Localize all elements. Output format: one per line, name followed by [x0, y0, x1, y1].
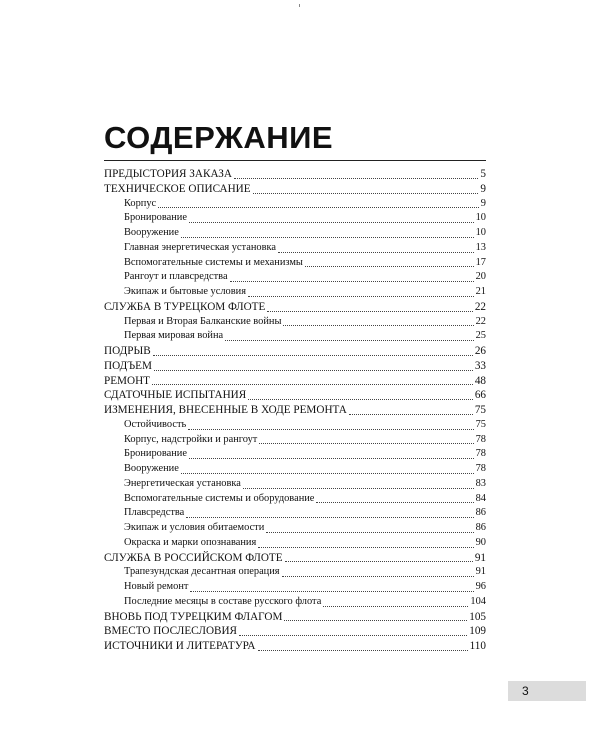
toc-entry-label: Корпус, надстройки и рангоут	[124, 433, 258, 445]
toc-entry-label: Главная энергетическая установка	[124, 241, 276, 253]
toc-section-entry	[104, 624, 486, 639]
toc-entry-page: 20	[475, 271, 486, 283]
toc-entry-label: ПОДЪЕМ	[104, 359, 152, 372]
toc-subsection-entry	[104, 433, 486, 448]
toc-subsection-entry	[104, 536, 486, 551]
toc-section-entry	[104, 403, 486, 418]
toc-entry-label: Экипаж и бытовые условия	[124, 286, 246, 297]
toc-subsection-entry	[104, 418, 486, 433]
toc-section-entry	[104, 610, 486, 625]
toc-dot-leader	[282, 576, 474, 577]
toc-subsection-entry	[104, 270, 486, 285]
toc-entry-page: 17	[475, 256, 486, 268]
toc-entry-label: ВНОВЬ ПОД ТУРЕЦКИМ ФЛАГОМ	[104, 610, 283, 623]
scan-speck	[299, 4, 300, 7]
toc-entry-label: ТЕХНИЧЕСКОЕ ОПИСАНИЕ	[104, 182, 251, 195]
toc-entry-label: СЛУЖБА В РОССИЙСКОМ ФЛОТЕ	[104, 551, 283, 564]
toc-section-entry	[104, 182, 486, 197]
toc-section-entry	[104, 344, 486, 359]
toc-dot-leader	[305, 266, 474, 267]
toc-dot-leader	[189, 458, 474, 459]
toc-entry-page: 110	[469, 640, 486, 652]
toc-entry-label: СДАТОЧНЫЕ ИСПЫТАНИЯ	[104, 389, 247, 402]
toc-dot-leader	[267, 311, 472, 312]
toc-entry-label: Вспомогательные системы и механизмы	[124, 256, 303, 268]
toc-entry-label: Корпус	[124, 197, 157, 209]
toc-entry-page: 86	[475, 522, 486, 533]
toc-entry-page: 96	[475, 581, 486, 592]
toc-entry-page: 78	[475, 433, 486, 445]
toc-entry-page: 21	[475, 286, 486, 297]
toc-entry-label: Плавсредства	[124, 507, 185, 519]
toc-dot-leader	[153, 355, 473, 356]
toc-entry-label: ПРЕДЫСТОРИЯ ЗАКАЗА	[104, 168, 232, 180]
toc-subsection-entry	[104, 565, 486, 580]
toc-entry-label: Вооружение	[124, 463, 179, 474]
toc-entry-label: Бронирование	[124, 212, 187, 224]
toc-entry-page: 84	[475, 492, 486, 504]
toc-entry-label: Экипаж и условия обитаемости	[124, 522, 265, 533]
toc-subsection-entry	[104, 492, 486, 507]
toc-entry-page: 91	[475, 566, 486, 578]
toc-subsection-entry	[104, 226, 486, 241]
page-title: СОДЕРЖАНИЕ	[104, 120, 334, 155]
toc-entry-page: 109	[469, 625, 486, 638]
toc-dot-leader	[283, 325, 473, 326]
toc-subsection-entry	[104, 521, 486, 536]
toc-entry-page: 26	[474, 345, 486, 357]
toc-section-entry	[104, 300, 486, 315]
toc-entry-label: Остойчивость	[124, 418, 187, 430]
toc-entry-label: Рангоут и плавсредства	[124, 271, 228, 283]
toc-subsection-entry	[104, 329, 486, 344]
toc-entry-page: 78	[475, 463, 486, 474]
toc-entry-page: 86	[475, 507, 486, 519]
toc-entry-label: СЛУЖБА В ТУРЕЦКОМ ФЛОТЕ	[104, 300, 266, 313]
toc-section-entry	[104, 388, 486, 403]
toc-entry-page: 83	[475, 477, 486, 489]
toc-section-entry	[104, 359, 486, 374]
toc-dot-leader	[278, 252, 474, 253]
toc-entry-label: Последние месяцы в составе русского флота	[124, 595, 322, 607]
toc-entry-label: Вооружение	[124, 227, 179, 238]
toc-entry-page: 75	[474, 404, 486, 416]
toc-section-entry	[104, 639, 486, 654]
toc-subsection-entry	[104, 315, 486, 330]
toc-dot-leader	[188, 429, 473, 430]
toc-dot-leader	[154, 370, 473, 371]
toc-dot-leader	[239, 635, 467, 636]
toc-entry-page: 5	[480, 168, 486, 180]
toc-dot-leader	[349, 414, 473, 415]
toc-entry-page: 22	[474, 300, 486, 313]
toc-entry-page: 9	[480, 197, 486, 209]
toc-entry-page: 33	[474, 359, 486, 372]
toc-dot-leader	[258, 547, 473, 548]
toc-entry-page: 66	[474, 389, 486, 402]
toc-entry-label: Первая и Вторая Балканские войны	[124, 315, 282, 327]
toc-subsection-entry	[104, 211, 486, 226]
toc-entry-label: ПОДРЫВ	[104, 345, 151, 357]
toc-entry-label: ИСТОЧНИКИ И ЛИТЕРАТУРА	[104, 640, 256, 652]
toc-dot-leader	[243, 488, 474, 489]
toc-entry-page: 22	[475, 315, 486, 327]
toc-section-entry	[104, 551, 486, 566]
toc-subsection-entry	[104, 477, 486, 492]
toc-dot-leader	[258, 650, 468, 651]
toc-dot-leader	[152, 384, 473, 385]
toc-subsection-entry	[104, 595, 486, 610]
toc-entry-label: Новый ремонт	[124, 581, 189, 592]
toc-subsection-entry	[104, 256, 486, 271]
toc-entry-page: 48	[474, 374, 486, 387]
toc-entry-label: РЕМОНТ	[104, 374, 150, 387]
toc-dot-leader	[266, 532, 473, 533]
toc-dot-leader	[248, 296, 474, 297]
toc-entry-page: 104	[470, 595, 486, 607]
toc-entry-label: Бронирование	[124, 448, 187, 460]
toc-entry-page: 9	[480, 182, 486, 195]
toc-entry-page: 10	[475, 227, 486, 238]
toc-section-entry	[104, 167, 486, 182]
toc-entry-page: 10	[475, 212, 486, 224]
toc-dot-leader	[158, 207, 479, 208]
toc-entry-label: Трапезундская десантная операция	[124, 566, 280, 578]
toc-entry-label: ИЗМЕНЕНИЯ, ВНЕСЕННЫЕ В ХОДЕ РЕМОНТА	[104, 404, 347, 416]
toc-dot-leader	[189, 222, 474, 223]
toc-entry-page: 91	[474, 551, 486, 564]
toc-subsection-entry	[104, 197, 486, 212]
toc-entry-page: 75	[475, 418, 486, 430]
toc-subsection-entry	[104, 580, 486, 595]
toc-entry-page: 105	[469, 610, 486, 623]
toc-dot-leader	[181, 473, 474, 474]
toc-section-entry	[104, 374, 486, 389]
page-number: 3	[522, 684, 529, 698]
toc-dot-leader	[253, 193, 479, 194]
table-of-contents	[104, 167, 486, 654]
toc-dot-leader	[284, 620, 467, 621]
page-number-box	[508, 681, 586, 701]
toc-entry-label: Первая мировая война	[124, 330, 224, 342]
toc-entry-label: Окраска и марки опознавания	[124, 536, 257, 548]
toc-dot-leader	[234, 178, 478, 179]
toc-dot-leader	[181, 237, 474, 238]
toc-entry-label: Вспомогательные системы и оборудование	[124, 492, 315, 504]
toc-entry-page: 13	[475, 241, 486, 253]
toc-dot-leader	[285, 561, 473, 562]
toc-dot-leader	[259, 443, 473, 444]
toc-entry-label: Энергетическая установка	[124, 477, 241, 489]
toc-entry-page: 90	[475, 536, 486, 548]
toc-subsection-entry	[104, 447, 486, 462]
toc-entry-page: 78	[475, 448, 486, 460]
toc-entry-page: 25	[475, 330, 486, 342]
toc-subsection-entry	[104, 462, 486, 477]
title-rule	[104, 160, 486, 161]
toc-entry-label: ВМЕСТО ПОСЛЕСЛОВИЯ	[104, 625, 238, 638]
toc-dot-leader	[230, 281, 474, 282]
toc-subsection-entry	[104, 506, 486, 521]
toc-dot-leader	[316, 502, 473, 503]
toc-dot-leader	[225, 340, 473, 341]
toc-subsection-entry	[104, 285, 486, 300]
toc-subsection-entry	[104, 241, 486, 256]
toc-dot-leader	[190, 591, 473, 592]
toc-dot-leader	[323, 606, 468, 607]
toc-dot-leader	[186, 517, 473, 518]
toc-dot-leader	[248, 399, 473, 400]
